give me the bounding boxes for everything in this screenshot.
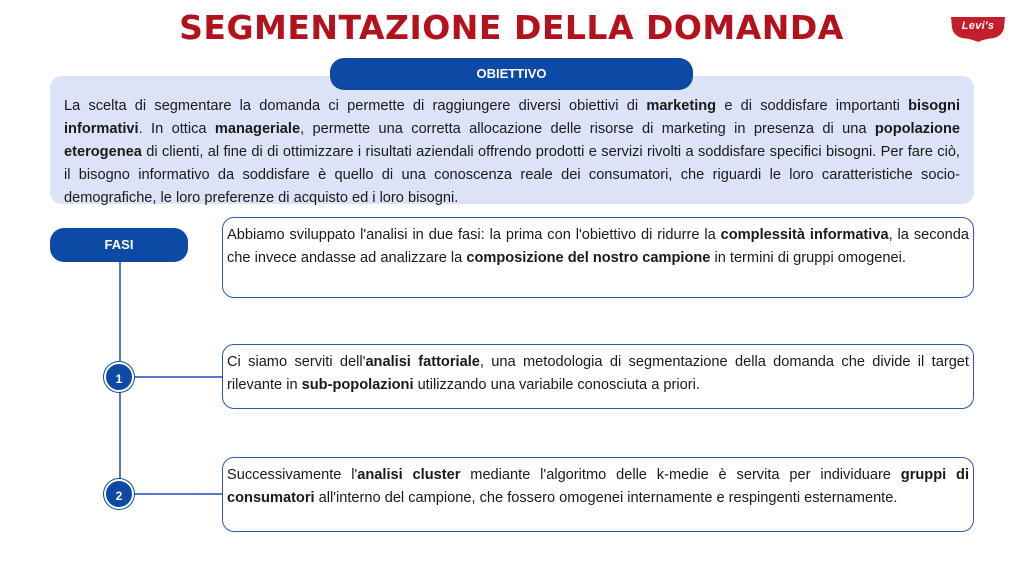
phases-label: FASI [50,228,188,262]
body-text: di clienti, al fine di di ottimizzare i risultati aziendali offrendo prodotti e servizi rivolti a soddisfare specifici bisogni. Per fare ciò, il bisogno informativo da soddisfare è quello di una conoscenza reale dei consumatori, che riguardi le loro caratteristiche socio-demografiche, le loro preferenze di acquisto ed i loro bisogni. [64,144,960,206]
emphasis-text: marketing [646,98,717,114]
step-number-2: 2 [104,479,134,509]
body-text: utilizzando una variabile conosciuta a priori. [413,377,700,393]
body-text: all'interno del campione, che fossero omogenei internamente e respingenti esternamente. [314,490,898,506]
logo-text: Levi's [961,20,995,32]
objective-text [64,95,960,210]
step-card-1 [222,344,974,409]
body-text: , una metodologia di segmentazione della domanda che divide il target rilevante in [227,354,969,393]
step-text-2 [227,464,969,510]
emphasis-text: complessità informativa [720,227,889,243]
step-card-2 [222,457,974,532]
timeline-connector-1 [130,376,222,378]
body-text: , la seconda che invece andasse ad analizzare la [227,227,969,266]
page-title: SEGMENTAZIONE DELLA DOMANDA [179,8,844,47]
objective-label: OBIETTIVO [330,58,693,90]
levis-logo [950,16,1006,42]
body-text: Successivamente l' [227,467,358,483]
body-text: Abbiamo sviluppato l'analisi in due fasi: la prima con l'obiettivo di ridurre la [227,227,721,243]
emphasis-text: analisi cluster [357,467,461,483]
phases-intro-text [227,224,969,270]
body-text: in termini di gruppi omogenei. [710,250,906,266]
body-text: mediante l'algoritmo delle k-medie è servita per individuare [460,467,901,483]
body-text: Ci siamo serviti dell' [227,354,366,370]
phases-intro-card [222,217,974,298]
emphasis-text: analisi fattoriale [365,354,480,370]
step-number-1: 1 [104,362,134,392]
emphasis-text: composizione del nostro campione [466,250,711,266]
body-text: La scelta di segmentare la domanda ci permette di raggiungere diversi obiettivi di [64,98,647,114]
emphasis-text: popolazione eterogenea [64,121,960,160]
body-text: . In ottica [138,121,215,137]
body-text: , permette una corretta allocazione delle risorse di marketing in presenza di una [300,121,875,137]
emphasis-text: bisogni informativi [64,98,960,137]
timeline-connector-2 [130,493,222,495]
step-text-1 [227,351,969,397]
emphasis-text: gruppi di consumatori [227,467,970,506]
body-text: e di soddisfare importanti [716,98,909,114]
emphasis-text: sub-popolazioni [301,377,414,393]
emphasis-text: manageriale [214,121,301,137]
